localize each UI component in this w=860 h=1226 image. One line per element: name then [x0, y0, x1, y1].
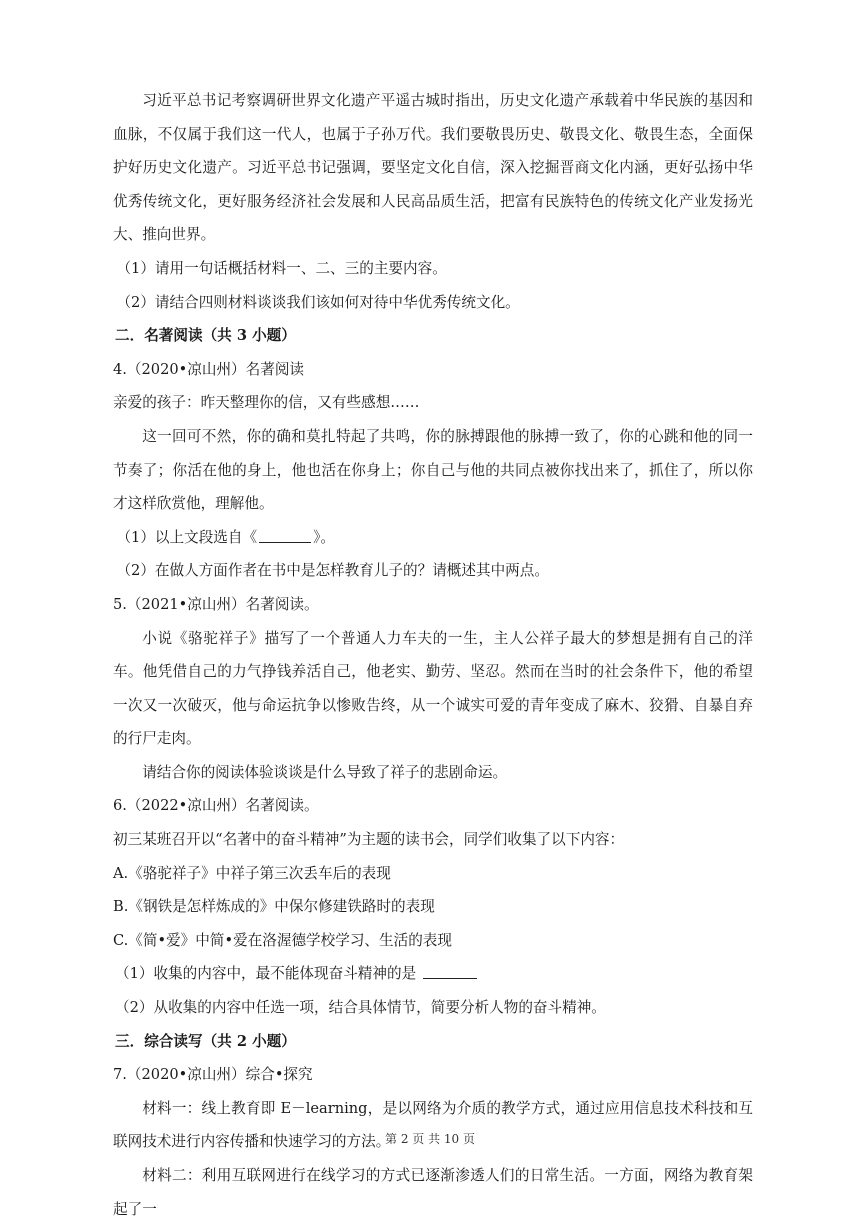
question-6-option-c: C.《简•爱》中简•爱在洛渥德学校学习、生活的表现 — [113, 931, 452, 949]
question-3-part-2: （2）请结合四则材料谈谈我们该如何对待中华优秀传统文化。 — [116, 293, 520, 311]
question-4-greeting: 亲爱的孩子：昨天整理你的信，又有些感想…… — [113, 394, 420, 412]
question-4-part-1-prefix: （1）以上文段选自《 — [116, 528, 258, 546]
page-content — [113, 84, 753, 1226]
question-4-passage: 这一回可不然，你的确和莫扎特起了共鸣，你的脉搏跟他的脉搏一致了，你的心跳和他的同一节奏了；你活在他的身上，他也活在你身上；你自己与他的共同点被你找出来了，抓住了，所以你才这样欣赏他，理解他。 — [113, 427, 753, 513]
question-4-title: 4.（2020•凉山州）名著阅读 — [113, 360, 305, 378]
material-four-paragraph: 习近平总书记考察调研世界文化遗产平遥古城时指出，历史文化遗产承载着中华民族的基因和血脉，不仅属于我们这一代人，也属于子孙万代。我们要敬畏历史、敬畏文化、敬畏生态，全面保护好历史文化遗产。习近平总书记强调，要坚定文化自信，深入挖掘晋商文化内涵，更好弘扬中华优秀传统文化，更好服务经济社会发展和人民高品质生活，把富有民族特色的传统文化产业发扬光大、推向世界。 — [113, 92, 753, 244]
question-6-title: 6.（2022•凉山州）名著阅读。 — [113, 797, 319, 815]
answer-blank[interactable] — [423, 964, 477, 979]
question-6-part-2: （2）从收集的内容中任选一项，结合具体情节，简要分析人物的奋斗精神。 — [115, 999, 606, 1017]
question-5-passage: 小说《骆驼祥子》描写了一个普通人力车夫的一生，主人公祥子最大的梦想是拥有自己的洋车。他凭借自己的力气挣钱养活自己，他老实、勤劳、坚忍。然而在当时的社会条件下，他的希望一次又一次破灭，他与命运抗争以惨败告终，从一个诚实可爱的青年变成了麻木、狡猾、自暴自弃的行尸走肉。 — [113, 629, 753, 748]
question-7-material-1: 材料一：线上教育即 E－learning，是以网络为介质的教学方式，通过应用信息技术科技和互联网技术进行内容传播和快速学习的方法。 — [113, 1099, 753, 1151]
question-6-part-1 — [113, 957, 753, 991]
question-5-prompt: 请结合你的阅读体验谈谈是什么导致了祥子的悲剧命运。 — [142, 763, 508, 781]
question-4-part-2: （2）在做人方面作者在书中是怎样教育儿子的？请概述其中两点。 — [116, 562, 549, 580]
section-2-heading: 二．名著阅读（共 3 小题） — [115, 327, 296, 345]
question-6-option-a: A.《骆驼祥子》中祥子第三次丢车后的表现 — [113, 864, 391, 882]
question-4-part-1-suffix: 》。 — [313, 528, 335, 546]
question-4-part-1 — [113, 521, 753, 555]
question-7-material-2: 材料二：利用互联网进行在线学习的方式已逐渐渗透人们的日常生活。一方面，网络为教育架起了一 — [113, 1167, 753, 1218]
page-number-footer: 第 2 页 共 10 页 — [385, 1132, 475, 1146]
question-7-title: 7.（2020•凉山州）综合•探究 — [113, 1066, 313, 1084]
section-3-heading: 三．综合读写（共 2 小题） — [115, 1032, 296, 1050]
question-3-part-1: （1）请用一句话概括材料一、二、三的主要内容。 — [116, 259, 447, 277]
question-6-part-1-text: （1）收集的内容中，最不能体现奋斗精神的是 — [115, 965, 421, 983]
question-5-title: 5.（2021•凉山州）名著阅读。 — [113, 595, 319, 613]
question-6-intro: 初三某班召开以“名著中的奋斗精神”为主题的读书会，同学们收集了以下内容： — [113, 831, 625, 849]
question-6-option-b: B.《钢铁是怎样炼成的》中保尔修建铁路时的表现 — [113, 898, 435, 916]
answer-blank[interactable] — [259, 528, 311, 543]
